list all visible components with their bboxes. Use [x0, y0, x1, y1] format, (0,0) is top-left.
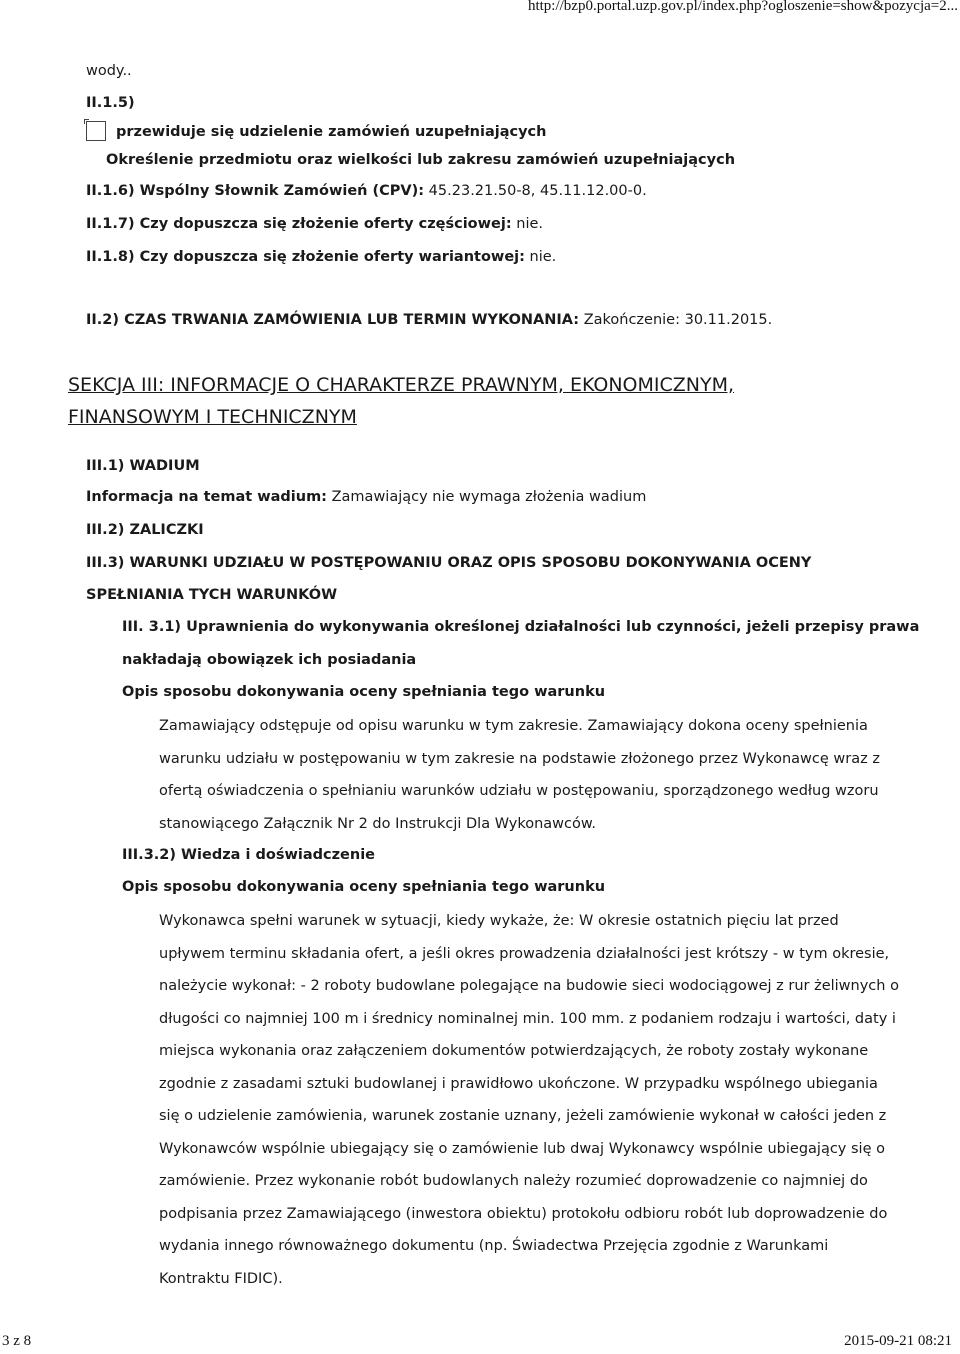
- paragraph-line: Wykonawca spełni warunek w sytuacji, kiedy wykaże, że: W okresie ostatnich pięciu lat przed: [159, 913, 839, 929]
- cpv-value: 45.23.21.50-8, 45.11.12.00-0.: [424, 183, 647, 199]
- variant-offer-value: nie.: [524, 249, 557, 265]
- paragraph-line: długości co najmniej 100 m i średnicy nominalnej min. 100 mm. z podaniem rodzaju i wartości, daty i: [159, 1010, 896, 1027]
- wadium-value: Zamawiający nie wymaga złożenia wadium: [327, 489, 647, 505]
- variant-offer-label: II.1.8) Czy dopuszcza się złożenie oferty wariantowej:: [86, 249, 525, 265]
- section-ii16: [86, 183, 647, 199]
- section-iii2-heading: III.2) ZALICZKI: [86, 522, 204, 538]
- section-iii-heading-line2: FINANSOWYM I TECHNICZNYM: [68, 406, 357, 428]
- condition-paragraph-1: [159, 710, 899, 840]
- section-ii15-number: II.1.5): [86, 95, 135, 111]
- paragraph-line: zamówienie. Przez wykonanie robót budowlanych należy rozumieć doprowadzenie co najmniej do: [159, 1173, 868, 1189]
- wody-text: wody..: [86, 63, 132, 79]
- wadium-info: [86, 489, 646, 505]
- section-iii-heading-line1: SEKCJA III: INFORMACJE O CHARAKTERZE PRAWNYM, EKONOMICZNYM,: [68, 374, 735, 396]
- section-ii2: [86, 312, 772, 328]
- condition-paragraph-2: [159, 905, 899, 1295]
- print-footer-datetime: 2015-09-21 08:21: [844, 1333, 952, 1349]
- paragraph-line: upływem terminu składania ofert, a jeśli okres prowadzenia działalności jest krótszy - w tym okresie,: [159, 945, 890, 962]
- print-footer-page: 3 z 8: [2, 1333, 32, 1349]
- paragraph-line: stanowiącego Załącznik Nr 2 do Instrukcji Dla Wykonawców.: [159, 815, 597, 832]
- paragraph-line: należycie wykonał: - 2 roboty budowlane polegające na budowie sieci wodociągowej z rur żeliwnych o: [159, 978, 899, 994]
- section-ii17: [86, 216, 543, 232]
- paragraph-line: warunku udziału w postępowaniu w tym zakresie na podstawie złożonego przez Wykonawcę wraz z: [159, 750, 880, 767]
- duration-label: II.2) CZAS TRWANIA ZAMÓWIENIA LUB TERMIN WYKONANIA:: [86, 312, 580, 328]
- section-ii18: [86, 249, 556, 265]
- assessment-description-heading-1: Opis sposobu dokonywania oceny spełniania tego warunku: [122, 684, 606, 700]
- paragraph-line: podpisania przez Zamawiającego (inwestora obiektu) protokołu odbioru robót lub doprowadzenie do: [159, 1205, 888, 1222]
- paragraph-line: ofertą oświadczenia o spełnianiu warunków udziału w postępowaniu, sporządzonego według wzoru: [159, 783, 879, 799]
- section-iii32-heading: III.3.2) Wiedza i doświadczenie: [122, 847, 376, 863]
- section-ii15-description: Określenie przedmiotu oraz wielkości lub zakresu zamówień uzupełniających: [106, 152, 736, 168]
- duration-value: Zakończenie: 30.11.2015.: [579, 312, 773, 328]
- cpv-label: II.1.6) Wspólny Słownik Zamówień (CPV):: [86, 183, 425, 199]
- paragraph-line: wydania innego równoważnego dokumentu (np. Świadectwa Przejęcia zgodnie z Warunkami: [159, 1238, 829, 1254]
- section-iii1-heading: III.1) WADIUM: [86, 458, 200, 474]
- partial-offer-value: nie.: [511, 216, 544, 232]
- partial-offer-label: II.1.7) Czy dopuszcza się złożenie oferty częściowej:: [86, 216, 512, 232]
- section-iii3-heading-line2: SPEŁNIANIA TYCH WARUNKÓW: [86, 587, 338, 603]
- supplementary-orders-checkbox: [86, 121, 106, 141]
- paragraph-line: się o udzielenie zamówienia, warunek zostanie uznany, jeżeli zamówienie wykonał w całości jeden z: [159, 1108, 887, 1124]
- paragraph-line: Kontraktu FIDIC).: [159, 1270, 283, 1287]
- section-iii3-heading-line1: III.3) WARUNKI UDZIAŁU W POSTĘPOWANIU ORAZ OPIS SPOSOBU DOKONYWANIA OCENY: [86, 555, 812, 571]
- section-iii31-heading-line2: nakładają obowiązek ich posiadania: [122, 652, 417, 668]
- print-header-url: http://bzp0.portal.uzp.gov.pl/index.php?ogloszenie=show&pozycja=2...: [527, 0, 958, 14]
- assessment-description-heading-2: Opis sposobu dokonywania oceny spełniania tego warunku: [122, 879, 606, 895]
- paragraph-line: miejsca wykonania oraz załączeniem dokumentów potwierdzających, że roboty zostały wykonane: [159, 1043, 869, 1059]
- section-ii15-label: przewiduje się udzielenie zamówień uzupełniających: [116, 124, 547, 140]
- paragraph-line: Wykonawców wspólnie ubiegający się o zamówienie lub dwaj Wykonawcy wspólnie ubiegający się o: [159, 1140, 885, 1157]
- wadium-label: Informacja na temat wadium:: [86, 489, 327, 505]
- paragraph-line: zgodnie z zasadami sztuki budowlanej i prawidłowo ukończone. W przypadku wspólnego ubiegania: [159, 1075, 878, 1092]
- paragraph-line: Zamawiający odstępuje od opisu warunku w tym zakresie. Zamawiający dokona oceny spełnienia: [159, 718, 868, 734]
- section-iii31-heading-line1: III. 3.1) Uprawnienia do wykonywania określonej działalności lub czynności, jeżeli przepisy prawa: [122, 619, 920, 635]
